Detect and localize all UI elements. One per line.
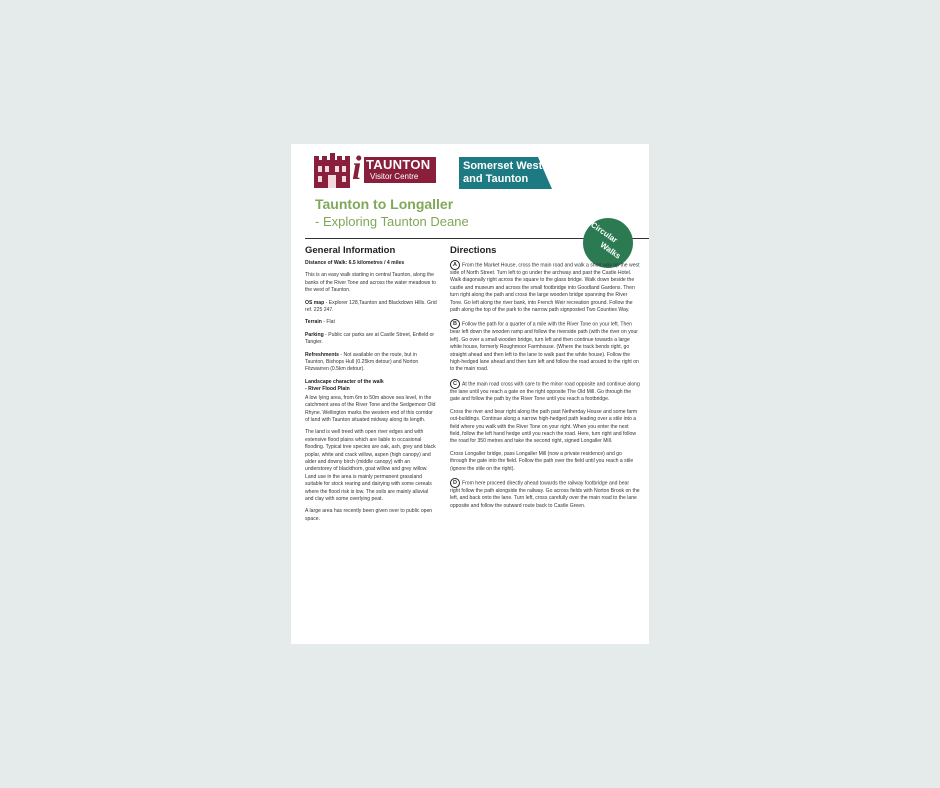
leaflet-page: [291, 144, 649, 644]
os-map-para: [305, 300, 437, 315]
os-label: OS map: [305, 299, 325, 306]
council-logo-line1: Somerset West: [463, 160, 543, 172]
direction-a: [450, 260, 640, 314]
terrain-label: Terrain: [305, 319, 322, 326]
visitor-info-i: i: [352, 150, 362, 187]
direction-d-text: From here proceed directly ahead towards the railway footbridge and bear right follow the path alongside the railway. Go across fields with Norton Brook on the left, and back onto the lane. Turn left, cross carefully over the main road to the lane opposite and follow the outward route back to Castle Green.: [450, 480, 640, 509]
general-heading: General Information: [305, 245, 396, 256]
directions-column: [450, 245, 640, 515]
direction-d: [450, 478, 640, 510]
marker-d-icon: D: [450, 478, 460, 488]
terrain-para: [305, 319, 437, 326]
distance-value: Distance of Walk: 6.5 kilometres / 4 miles: [305, 260, 405, 266]
landscape-para-1: A low lying area, from 6m to 50m above sea level, in the catchment area of the River Tone and the Sedgemoor Old Rhyne. Wellington marks the western end of this corridor of land with Taunton situated midway along its length.: [305, 394, 436, 423]
direction-b-text: Follow the path for a quarter of a mile with the River Tone on your left. Then bear left down the wooden ramp and follow the riverside path (with the river on your left). Go over a small wooden bridge, turn left and then continue towards a large white house, formerly Roughmoor Farmhouse. (Where the track bends right, go straight ahead and then left to the lane to walk past the white house). Follow the high-hedged lane ahead and then turn left and follow the road around to the right on to the main road.: [450, 321, 639, 373]
os-text: - Explorer 128,Taunton and Blackdown Hills. Grid ref. 225 247.: [305, 299, 437, 314]
landscape-label: Landscape character of the walk: [305, 378, 384, 385]
logo-corner: [538, 157, 552, 189]
landscape-para-3: A large area has recently been given over to public open space.: [305, 508, 433, 522]
terrain-text: - Flat: [321, 319, 335, 326]
badge-line2: Walks: [598, 240, 623, 261]
badge-line1: Circular: [589, 220, 620, 245]
visitor-logo-title: TAUNTON: [366, 157, 431, 172]
parking-text: - Public car parks are at Castle Street, Enfield or Tangier.: [305, 331, 435, 346]
refreshments-text: - Not available on the route, but in Taunton, Bishops Hull (0.25km detour) and Norton Fitzwarren (0.5km detour).: [305, 351, 419, 373]
direction-c-para-3: Cross Longaller bridge, pass Longaller Mill (now a private residence) and go through the gate into the field. Follow the path over the field until you reach a stile (ignore the stile on the right).: [450, 450, 634, 472]
parking-para: [305, 332, 437, 347]
landscape-heading-para: [305, 379, 437, 394]
taunton-visitor-centre-logo: [314, 152, 436, 188]
visitor-logo-subtitle: Visitor Centre: [370, 172, 419, 181]
landscape-sub: - River Flood Plain: [305, 386, 350, 393]
page-title: Taunton to Longaller: [315, 196, 454, 212]
direction-c-para-2: Cross the river and bear right along the path past Netherday House and some farm out-buildings. Continue along a narrow high-hedged path leading over a stile into a field where you walk with the River Tone on your right. When you enter the next field, follow the left hand hedge until you reach the road. Here, turn right and follow the road for 350 metres and take the second right, signed Longaller Mill.: [450, 408, 638, 445]
refreshments-label: Refreshments: [305, 351, 339, 358]
intro-text: This is an easy walk starting in central Taunton, along the banks of the River Tone and across the water meadows to the west of Taunton.: [305, 272, 436, 294]
direction-b: [450, 319, 640, 373]
landscape-para-2: The land is well treed with open river edges and with extensive flood plains which are liable to occasional flooding. Typical tree species are oak, ash, grey and black poplar, white and crack willow, aspen (high canopy) and alder and downy birch (middle canopy) with an understorey of blackthorn, goat willow and grey willow. Land use in the area is mainly permanent grassland suitable for stock rearing and dairying with some cereals where the flood risk is low. The soils are mainly alluvial and clay with some overlying peat.: [305, 429, 436, 502]
general-information-column: [305, 245, 437, 528]
distance-text: [305, 260, 437, 267]
direction-a-text: From the Market House, cross the main road and walk a short way up the west side of North Street. Turn left to go under the archway and past the Castle Hotel. Walk diagonally right across the square to the glass bridge. Walk down beside the castle and museum and across the small footbridge into Goodland Gardens. Then turn right along the path and cross the large wooden bridge spanning the River Tone. Go left along the river bank, into French Weir recreation ground. Follow the path along the top of the park to the narrow path signposted Two Counties Way.: [450, 262, 640, 314]
somerset-west-logo: [459, 157, 552, 189]
parking-label: Parking: [305, 331, 324, 338]
direction-c: [450, 379, 640, 404]
council-logo-line2: and Taunton: [463, 173, 529, 185]
castle-icon: [314, 152, 350, 188]
page-subtitle: - Exploring Taunton Deane: [315, 214, 469, 229]
directions-heading: Directions: [450, 245, 497, 256]
refreshments-para: [305, 352, 437, 374]
marker-b-icon: B: [450, 319, 460, 329]
direction-c-text: At the main road cross with care to the minor road opposite and continue along the lane until you reach a gate on the right opposite The Old Mill. Go through the gate and follow the path by the River Tone until you reach a footbridge.: [450, 381, 640, 403]
marker-a-icon: A: [450, 260, 460, 270]
marker-c-icon: C: [450, 379, 460, 389]
